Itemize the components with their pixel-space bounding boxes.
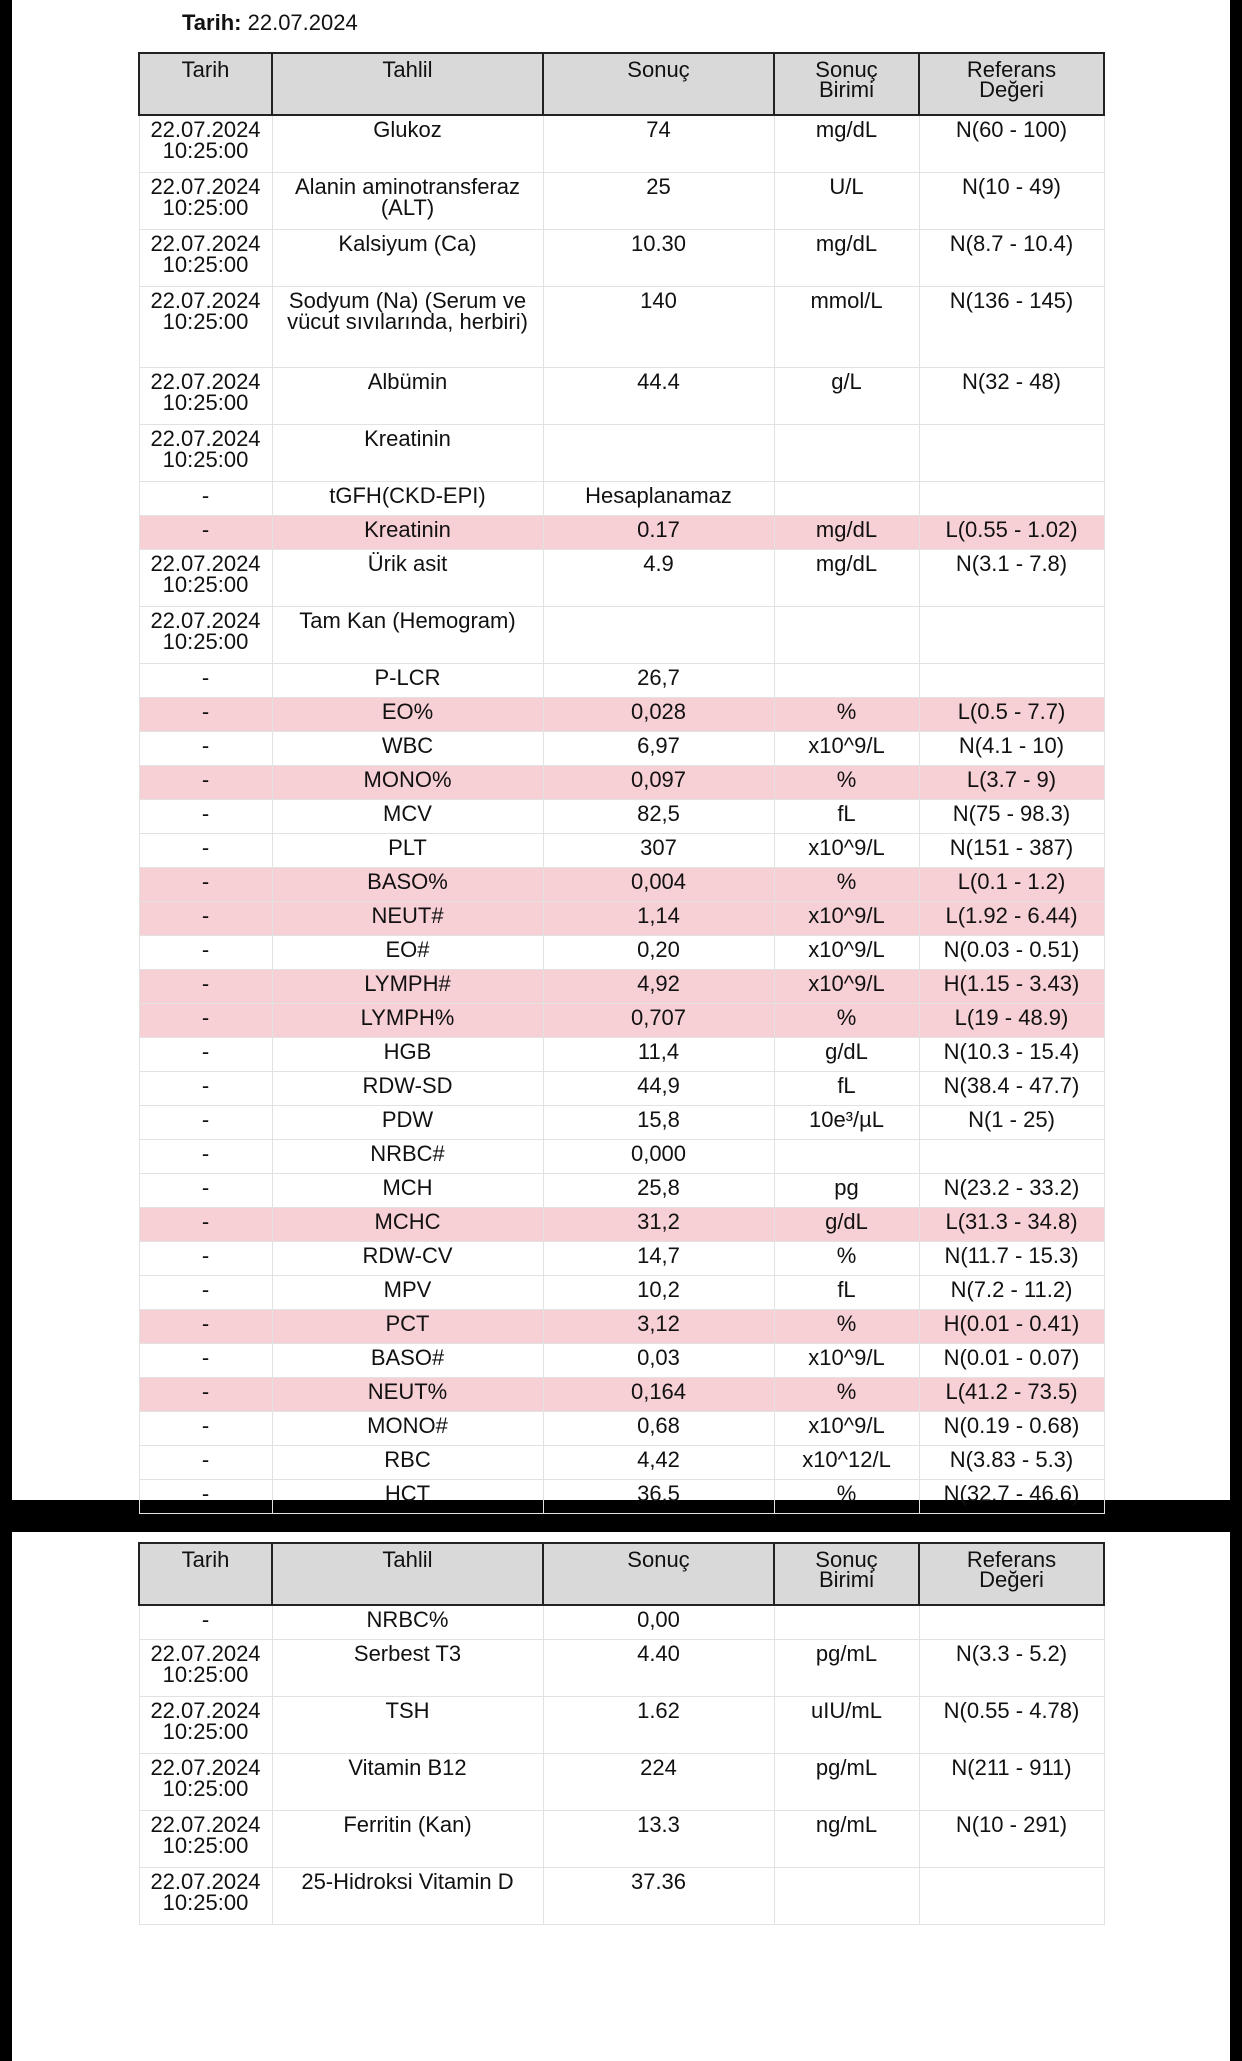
result-cell: Hesaplanamaz <box>543 482 774 516</box>
test-cell: HGB <box>272 1038 543 1072</box>
test-cell: MONO% <box>272 766 543 800</box>
unit-cell: mmol/L <box>774 287 919 368</box>
test-cell: MPV <box>272 1276 543 1310</box>
date-cell: 22.07.2024 10:25:00 <box>139 607 272 664</box>
table-row <box>139 1412 1104 1446</box>
column-header-date: Tarih <box>139 53 272 115</box>
unit-cell: x10^9/L <box>774 732 919 766</box>
date-cell: - <box>139 1208 272 1242</box>
date-cell: - <box>139 902 272 936</box>
test-cell: Ürik asit <box>272 550 543 607</box>
table-row <box>139 800 1104 834</box>
date-cell: - <box>139 664 272 698</box>
test-cell: NEUT# <box>272 902 543 936</box>
table-row <box>139 1697 1104 1754</box>
table-row <box>139 1038 1104 1072</box>
lab-results-table-continued <box>138 1542 1105 1925</box>
result-cell: 15,8 <box>543 1106 774 1140</box>
reference-cell: N(3.1 - 7.8) <box>919 550 1104 607</box>
reference-cell: N(8.7 - 10.4) <box>919 230 1104 287</box>
unit-cell <box>774 1868 919 1925</box>
test-cell: MCHC <box>272 1208 543 1242</box>
test-cell: EO% <box>272 698 543 732</box>
test-cell: HCT <box>272 1480 543 1514</box>
test-cell: Ferritin (Kan) <box>272 1811 543 1868</box>
table-row <box>139 607 1104 664</box>
result-cell: 0,03 <box>543 1344 774 1378</box>
reference-cell: N(3.3 - 5.2) <box>919 1640 1104 1697</box>
unit-cell: fL <box>774 800 919 834</box>
table-row <box>139 516 1104 550</box>
reference-cell: N(0.55 - 4.78) <box>919 1697 1104 1754</box>
test-cell: Albümin <box>272 368 543 425</box>
result-cell: 4,92 <box>543 970 774 1004</box>
test-cell: LYMPH# <box>272 970 543 1004</box>
reference-cell: N(23.2 - 33.2) <box>919 1174 1104 1208</box>
test-cell: WBC <box>272 732 543 766</box>
test-cell: Glukoz <box>272 115 543 173</box>
table-row <box>139 1174 1104 1208</box>
result-cell: 0,097 <box>543 766 774 800</box>
reference-cell <box>919 664 1104 698</box>
test-cell: PCT <box>272 1310 543 1344</box>
reference-cell: L(31.3 - 34.8) <box>919 1208 1104 1242</box>
unit-cell: % <box>774 868 919 902</box>
result-cell: 10.30 <box>543 230 774 287</box>
reference-cell: H(1.15 - 3.43) <box>919 970 1104 1004</box>
table-row <box>139 766 1104 800</box>
column-header-ref: Referans Değeri <box>919 53 1104 115</box>
date-cell: - <box>139 1480 272 1514</box>
date-cell: - <box>139 698 272 732</box>
reference-cell <box>919 425 1104 482</box>
table-row <box>139 902 1104 936</box>
unit-cell: x10^12/L <box>774 1446 919 1480</box>
result-cell: 0,164 <box>543 1378 774 1412</box>
table-row <box>139 732 1104 766</box>
reference-cell: N(7.2 - 11.2) <box>919 1276 1104 1310</box>
date-cell: - <box>139 1038 272 1072</box>
unit-cell: pg/mL <box>774 1754 919 1811</box>
test-cell: Vitamin B12 <box>272 1754 543 1811</box>
unit-cell: mg/dL <box>774 550 919 607</box>
table-row <box>139 1208 1104 1242</box>
result-cell: 0,000 <box>543 1140 774 1174</box>
reference-cell: N(32.7 - 46.6) <box>919 1480 1104 1514</box>
result-cell: 4,42 <box>543 1446 774 1480</box>
result-cell: 36,5 <box>543 1480 774 1514</box>
test-cell: Kreatinin <box>272 516 543 550</box>
column-header-unit: Sonuç Birimi <box>774 53 919 115</box>
date-cell: - <box>139 1276 272 1310</box>
unit-cell: fL <box>774 1276 919 1310</box>
table-row <box>139 1378 1104 1412</box>
reference-cell: N(10.3 - 15.4) <box>919 1038 1104 1072</box>
date-cell: - <box>139 1378 272 1412</box>
unit-cell: % <box>774 766 919 800</box>
test-cell: BASO% <box>272 868 543 902</box>
unit-cell <box>774 607 919 664</box>
reference-cell: N(75 - 98.3) <box>919 800 1104 834</box>
unit-cell: uIU/mL <box>774 1697 919 1754</box>
date-cell: - <box>139 1605 272 1640</box>
table-row <box>139 1754 1104 1811</box>
column-header-result: Sonuç <box>543 53 774 115</box>
reference-cell: N(1 - 25) <box>919 1106 1104 1140</box>
table-row <box>139 936 1104 970</box>
result-cell: 307 <box>543 834 774 868</box>
table-body <box>139 115 1104 1514</box>
date-label: Tarih: <box>182 10 242 35</box>
unit-cell: % <box>774 1004 919 1038</box>
unit-cell: g/dL <box>774 1038 919 1072</box>
cut-off-header-line <box>138 0 488 4</box>
result-cell: 10,2 <box>543 1276 774 1310</box>
date-cell: - <box>139 1174 272 1208</box>
date-cell: - <box>139 1344 272 1378</box>
date-cell: - <box>139 1072 272 1106</box>
test-cell: 25-Hidroksi Vitamin D <box>272 1868 543 1925</box>
date-cell: 22.07.2024 10:25:00 <box>139 1868 272 1925</box>
table-header-row <box>139 53 1104 115</box>
result-cell: 1,14 <box>543 902 774 936</box>
table-row <box>139 1140 1104 1174</box>
test-cell: EO# <box>272 936 543 970</box>
test-cell: PDW <box>272 1106 543 1140</box>
result-cell: 0,68 <box>543 1412 774 1446</box>
unit-cell: 10e³/µL <box>774 1106 919 1140</box>
result-cell: 0,00 <box>543 1605 774 1640</box>
table-row <box>139 1310 1104 1344</box>
reference-cell: H(0.01 - 0.41) <box>919 1310 1104 1344</box>
unit-cell: x10^9/L <box>774 1344 919 1378</box>
table-row <box>139 1605 1104 1640</box>
test-cell: RDW-CV <box>272 1242 543 1276</box>
unit-cell: mg/dL <box>774 230 919 287</box>
date-cell: 22.07.2024 10:25:00 <box>139 368 272 425</box>
unit-cell: x10^9/L <box>774 834 919 868</box>
reference-cell: N(10 - 291) <box>919 1811 1104 1868</box>
result-cell: 25 <box>543 173 774 230</box>
date-cell: - <box>139 834 272 868</box>
table-row <box>139 115 1104 173</box>
date-cell: - <box>139 800 272 834</box>
table-row <box>139 230 1104 287</box>
result-cell: 3,12 <box>543 1310 774 1344</box>
reference-cell: N(151 - 387) <box>919 834 1104 868</box>
table-row <box>139 1344 1104 1378</box>
lab-results-table <box>138 52 1105 1514</box>
result-cell: 11,4 <box>543 1038 774 1072</box>
date-cell: - <box>139 1242 272 1276</box>
test-cell: MCH <box>272 1174 543 1208</box>
result-cell: 31,2 <box>543 1208 774 1242</box>
date-cell: - <box>139 1004 272 1038</box>
unit-cell <box>774 664 919 698</box>
result-cell: 44,9 <box>543 1072 774 1106</box>
report-page-2 <box>12 1532 1230 2061</box>
reference-cell: N(211 - 911) <box>919 1754 1104 1811</box>
test-cell: RDW-SD <box>272 1072 543 1106</box>
test-cell: BASO# <box>272 1344 543 1378</box>
table-row <box>139 664 1104 698</box>
table-row <box>139 425 1104 482</box>
unit-cell: pg <box>774 1174 919 1208</box>
result-cell: 44.4 <box>543 368 774 425</box>
reference-cell: N(0.01 - 0.07) <box>919 1344 1104 1378</box>
table-body <box>139 1605 1104 1925</box>
table-row <box>139 1106 1104 1140</box>
result-cell: 4.9 <box>543 550 774 607</box>
date-cell: 22.07.2024 10:25:00 <box>139 173 272 230</box>
date-cell: - <box>139 1106 272 1140</box>
unit-cell: fL <box>774 1072 919 1106</box>
report-page-1 <box>12 0 1230 1506</box>
test-cell: Tam Kan (Hemogram) <box>272 607 543 664</box>
test-cell: LYMPH% <box>272 1004 543 1038</box>
unit-cell: g/L <box>774 368 919 425</box>
reference-cell: N(60 - 100) <box>919 115 1104 173</box>
table-row <box>139 368 1104 425</box>
unit-cell: ng/mL <box>774 1811 919 1868</box>
unit-cell: x10^9/L <box>774 902 919 936</box>
unit-cell: % <box>774 698 919 732</box>
unit-cell: x10^9/L <box>774 936 919 970</box>
test-cell: TSH <box>272 1697 543 1754</box>
date-cell: - <box>139 1446 272 1480</box>
table-row <box>139 1242 1104 1276</box>
test-cell: PLT <box>272 834 543 868</box>
table-header-row <box>139 1543 1104 1605</box>
reference-cell <box>919 1868 1104 1925</box>
test-cell: NRBC% <box>272 1605 543 1640</box>
table-row <box>139 698 1104 732</box>
result-cell: 0,707 <box>543 1004 774 1038</box>
table-row <box>139 834 1104 868</box>
reference-cell: N(0.19 - 0.68) <box>919 1412 1104 1446</box>
test-cell: Alanin aminotransferaz (ALT) <box>272 173 543 230</box>
table-row <box>139 970 1104 1004</box>
test-cell: NEUT% <box>272 1378 543 1412</box>
date-cell: - <box>139 482 272 516</box>
reference-cell: N(3.83 - 5.3) <box>919 1446 1104 1480</box>
unit-cell: U/L <box>774 173 919 230</box>
date-cell: 22.07.2024 10:25:00 <box>139 1640 272 1697</box>
date-cell: - <box>139 936 272 970</box>
reference-cell: L(0.5 - 7.7) <box>919 698 1104 732</box>
table-row <box>139 287 1104 368</box>
column-header-test: Tahlil <box>272 53 543 115</box>
result-cell: 0,004 <box>543 868 774 902</box>
result-cell: 224 <box>543 1754 774 1811</box>
test-cell: MCV <box>272 800 543 834</box>
test-cell: RBC <box>272 1446 543 1480</box>
column-header-ref: Referans Değeri <box>919 1543 1104 1605</box>
date-cell: 22.07.2024 10:25:00 <box>139 1811 272 1868</box>
result-cell: 13.3 <box>543 1811 774 1868</box>
result-cell: 37.36 <box>543 1868 774 1925</box>
result-cell: 0.17 <box>543 516 774 550</box>
date-cell: 22.07.2024 10:25:00 <box>139 287 272 368</box>
result-cell <box>543 607 774 664</box>
unit-cell: mg/dL <box>774 115 919 173</box>
column-header-date: Tarih <box>139 1543 272 1605</box>
reference-cell: N(11.7 - 15.3) <box>919 1242 1104 1276</box>
unit-cell <box>774 1140 919 1174</box>
table-row <box>139 550 1104 607</box>
reference-cell: L(1.92 - 6.44) <box>919 902 1104 936</box>
test-cell: P-LCR <box>272 664 543 698</box>
date-value: 22.07.2024 <box>247 10 358 35</box>
result-cell: 4.40 <box>543 1640 774 1697</box>
reference-cell <box>919 607 1104 664</box>
reference-cell: N(10 - 49) <box>919 173 1104 230</box>
table-row <box>139 1868 1104 1925</box>
result-cell: 14,7 <box>543 1242 774 1276</box>
column-header-result: Sonuç <box>543 1543 774 1605</box>
unit-cell: g/dL <box>774 1208 919 1242</box>
test-cell: Sodyum (Na) (Serum ve vücut sıvılarında, herbiri) <box>272 287 543 368</box>
result-cell: 26,7 <box>543 664 774 698</box>
test-cell: Serbest T3 <box>272 1640 543 1697</box>
column-header-test: Tahlil <box>272 1543 543 1605</box>
reference-cell: N(0.03 - 0.51) <box>919 936 1104 970</box>
test-cell: Kalsiyum (Ca) <box>272 230 543 287</box>
reference-cell: N(38.4 - 47.7) <box>919 1072 1104 1106</box>
test-cell: NRBC# <box>272 1140 543 1174</box>
reference-cell: N(136 - 145) <box>919 287 1104 368</box>
table-row <box>139 1811 1104 1868</box>
table-row <box>139 1276 1104 1310</box>
date-cell: - <box>139 1310 272 1344</box>
date-cell: 22.07.2024 10:25:00 <box>139 425 272 482</box>
result-cell <box>543 425 774 482</box>
unit-cell: x10^9/L <box>774 1412 919 1446</box>
unit-cell: mg/dL <box>774 516 919 550</box>
unit-cell: % <box>774 1310 919 1344</box>
table-row <box>139 1072 1104 1106</box>
result-cell: 0,028 <box>543 698 774 732</box>
result-cell: 74 <box>543 115 774 173</box>
reference-cell: L(0.55 - 1.02) <box>919 516 1104 550</box>
date-cell: - <box>139 516 272 550</box>
reference-cell: N(32 - 48) <box>919 368 1104 425</box>
result-cell: 1.62 <box>543 1697 774 1754</box>
reference-cell <box>919 1140 1104 1174</box>
table-row <box>139 173 1104 230</box>
reference-cell <box>919 482 1104 516</box>
test-cell: MONO# <box>272 1412 543 1446</box>
unit-cell <box>774 425 919 482</box>
reference-cell: L(41.2 - 73.5) <box>919 1378 1104 1412</box>
date-cell: 22.07.2024 10:25:00 <box>139 550 272 607</box>
reference-cell: L(3.7 - 9) <box>919 766 1104 800</box>
date-cell: - <box>139 970 272 1004</box>
unit-cell <box>774 1605 919 1640</box>
date-cell: - <box>139 732 272 766</box>
unit-cell: % <box>774 1378 919 1412</box>
column-header-unit: Sonuç Birimi <box>774 1543 919 1605</box>
test-cell: tGFH(CKD-EPI) <box>272 482 543 516</box>
table-row <box>139 482 1104 516</box>
reference-cell <box>919 1605 1104 1640</box>
report-date <box>182 10 358 36</box>
date-cell: - <box>139 1140 272 1174</box>
date-cell: 22.07.2024 10:25:00 <box>139 1754 272 1811</box>
reference-cell: N(4.1 - 10) <box>919 732 1104 766</box>
test-cell: Kreatinin <box>272 425 543 482</box>
result-cell: 25,8 <box>543 1174 774 1208</box>
table-row <box>139 1480 1104 1514</box>
result-cell: 140 <box>543 287 774 368</box>
reference-cell: L(0.1 - 1.2) <box>919 868 1104 902</box>
date-cell: 22.07.2024 10:25:00 <box>139 1697 272 1754</box>
date-cell: - <box>139 766 272 800</box>
date-cell: - <box>139 1412 272 1446</box>
result-cell: 82,5 <box>543 800 774 834</box>
date-cell: 22.07.2024 10:25:00 <box>139 230 272 287</box>
table-row <box>139 1446 1104 1480</box>
unit-cell: x10^9/L <box>774 970 919 1004</box>
table-row <box>139 1640 1104 1697</box>
unit-cell <box>774 482 919 516</box>
unit-cell: pg/mL <box>774 1640 919 1697</box>
date-cell: 22.07.2024 10:25:00 <box>139 115 272 173</box>
reference-cell: L(19 - 48.9) <box>919 1004 1104 1038</box>
result-cell: 0,20 <box>543 936 774 970</box>
unit-cell: % <box>774 1242 919 1276</box>
table-row <box>139 868 1104 902</box>
table-row <box>139 1004 1104 1038</box>
unit-cell: % <box>774 1480 919 1514</box>
date-cell: - <box>139 868 272 902</box>
result-cell: 6,97 <box>543 732 774 766</box>
